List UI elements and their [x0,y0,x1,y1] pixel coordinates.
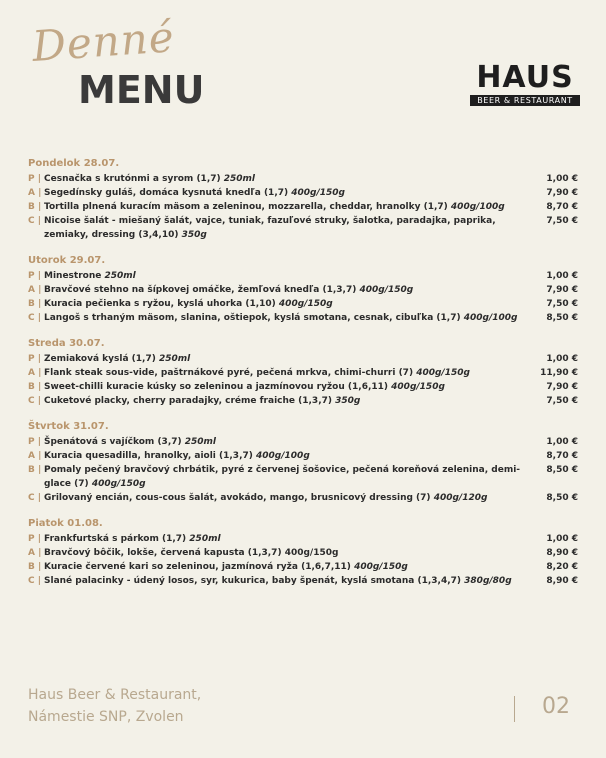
item-price: 8,50 € [546,465,578,475]
script-title: Denné [30,12,177,72]
item-description [44,214,534,242]
item-code: A | [28,368,42,378]
menu-item [28,283,578,297]
item-weight: 250ml [184,437,217,447]
item-name: Langoš s trhaným mäsom, slanina, oštiepok, kyslá smotana, cesnak, cibuľka (1,7) [44,313,461,323]
item-description [44,463,534,491]
item-name: Pomaly pečený bravčový chrbátik, pyré z červenej šošovice, pečená koreňová zelenina, demi-glace (7) [44,465,521,489]
menu-item [28,380,578,394]
item-price: 1,00 € [546,271,578,281]
day-title: Piatok 01.08. [28,518,103,529]
item-name: Bravčový bôčik, lokše, červená kapusta (1,3,7) 400g/150g [44,548,339,558]
item-description [44,574,534,588]
item-price: 8,70 € [546,202,578,212]
item-code: A | [28,451,42,461]
item-price: 8,70 € [546,451,578,461]
menu-item [28,311,578,325]
item-name: Frankfurtská s párkom (1,7) [44,534,187,544]
item-code: B | [28,299,42,309]
item-price: 8,90 € [546,548,578,558]
item-price: 1,00 € [546,437,578,447]
item-weight: 400g/150g [354,562,408,572]
item-code: B | [28,465,42,475]
menu-day [28,517,578,588]
item-code: C | [28,396,42,406]
item-description [44,532,534,546]
item-name: Sweet-chilli kuracie kúsky so zeleninou a jazmínovou ryžou (1,6,11) [44,382,389,392]
item-code: P | [28,271,42,281]
item-description [44,394,534,408]
item-name: Minestrone [44,271,102,281]
menu-title: MENU [78,68,205,112]
menu-item [28,491,578,505]
item-description [44,297,534,311]
menu-item [28,297,578,311]
item-price: 7,50 € [546,396,578,406]
menu-day [28,254,578,325]
item-code: P | [28,437,42,447]
header [0,0,606,140]
day-title: Utorok 29.07. [28,255,106,266]
item-weight: 250ml [104,271,136,281]
item-description [44,435,534,449]
item-code: A | [28,188,42,198]
menu-item [28,172,578,186]
menu-item [28,269,578,283]
item-description [44,546,534,560]
item-weight: 400g/100g [463,313,518,323]
item-price: 11,90 € [540,368,578,378]
item-price: 8,20 € [546,562,578,572]
item-name: Špenátová s vajíčkom (3,7) [44,437,182,447]
item-name: Bravčové stehno na šípkovej omáčke, žemľová knedľa (1,3,7) [44,285,357,295]
item-weight: 250ml [189,534,221,544]
menu-item [28,200,578,214]
item-name: Cuketové placky, cherry paradajky, créme fraiche (1,3,7) [44,396,332,406]
menu-item [28,532,578,546]
page-number: 02 [542,694,570,719]
item-code: P | [28,534,42,544]
item-name: Kuracia quesadilla, hranolky, aioli (1,3,7) [44,451,253,461]
menu-list [28,157,578,600]
menu-day [28,420,578,505]
logo-subtitle: BEER & RESTAURANT [470,95,580,106]
menu-item [28,214,578,242]
item-price: 7,90 € [546,285,578,295]
item-code: A | [28,548,42,558]
menu-item [28,186,578,200]
item-price: 8,90 € [546,576,578,586]
menu-item [28,546,578,560]
item-name: Kuracie červené kari so zeleninou, jazmínová ryža (1,6,7,11) [44,562,351,572]
item-code: C | [28,216,42,226]
item-name: Slané palacinky - údený losos, syr, kukurica, baby špenát, kyslá smotana (1,3,4,7) [44,576,462,586]
item-description [44,186,534,200]
item-code: A | [28,285,42,295]
item-description [44,560,534,574]
item-code: P | [28,174,42,184]
logo-word: HAUS [476,60,574,95]
menu-item [28,352,578,366]
day-title: Štvrtok 31.07. [28,421,109,432]
item-name: Segedínsky guláš, domáca kysnutá knedľa (1,7) [44,188,289,198]
menu-item [28,366,578,380]
address-line-2: Námestie SNP, Zvolen [28,709,184,725]
menu-day [28,157,578,242]
item-description [44,366,534,380]
item-weight: 400g/150g [278,299,333,309]
day-title: Streda 30.07. [28,338,105,349]
item-price: 7,90 € [546,188,578,198]
menu-item [28,463,578,491]
item-code: B | [28,562,42,572]
item-code: P | [28,354,42,364]
item-weight: 350g [335,396,361,406]
item-description [44,172,534,186]
item-description [44,491,534,505]
footer-divider [514,696,515,722]
item-weight: 400g/150g [416,368,470,378]
menu-item [28,435,578,449]
item-description [44,380,534,394]
item-price: 8,50 € [546,493,578,503]
item-weight: 250ml [158,354,191,364]
item-name: Kuracia pečienka s ryžou, kyslá uhorka (1,10) [44,299,276,309]
item-description [44,352,534,366]
item-description [44,200,534,214]
item-description [44,311,534,325]
item-price: 1,00 € [546,174,578,184]
item-weight: 400g/100g [450,202,505,212]
item-weight: 250ml [223,174,256,184]
item-name: Zemiaková kyslá (1,7) [44,354,156,364]
item-description [44,269,534,283]
item-weight: 400g/150g [91,479,146,489]
item-price: 7,90 € [546,382,578,392]
item-code: C | [28,313,42,323]
item-name: Nicoise šalát - miešaný šalát, vajce, tuniak, fazuľové struky, šalotka, paradajka, paprika, zemiaky, dressing (3,4,10) [44,216,496,240]
item-name: Flank steak sous-vide, paštrnákové pyré, pečená mrkva, chimi-churri (7) [44,368,414,378]
item-weight: 400g/100g [256,451,310,461]
day-title: Pondelok 28.07. [28,158,120,169]
menu-item [28,574,578,588]
address-line-1: Haus Beer & Restaurant, [28,687,202,703]
footer-address [28,684,201,728]
menu-item [28,394,578,408]
item-weight: 400g/150g [391,382,445,392]
item-code: B | [28,202,42,212]
menu-item [28,449,578,463]
item-price: 1,00 € [546,534,578,544]
item-price: 7,50 € [546,216,578,226]
item-code: C | [28,493,42,503]
item-name: Grilovaný encián, cous-cous šalát, avokádo, mango, brusnicový dressing (7) [44,493,431,503]
item-weight: 350g [181,230,207,240]
item-weight: 400g/120g [433,493,488,503]
item-code: C | [28,576,42,586]
item-weight: 380g/80g [464,576,512,586]
menu-day [28,337,578,408]
item-price: 7,50 € [546,299,578,309]
item-description [44,283,534,297]
item-weight: 400g/150g [359,285,414,295]
item-weight: 400g/150g [291,188,345,198]
item-name: Tortilla plnená kuracím mäsom a zeleninou, mozzarella, cheddar, hranolky (1,7) [44,202,448,212]
menu-item [28,560,578,574]
item-code: B | [28,382,42,392]
item-name: Cesnačka s krutónmi a syrom (1,7) [44,174,221,184]
item-price: 1,00 € [546,354,578,364]
item-description [44,449,534,463]
item-price: 8,50 € [546,313,578,323]
haus-logo [470,62,580,110]
